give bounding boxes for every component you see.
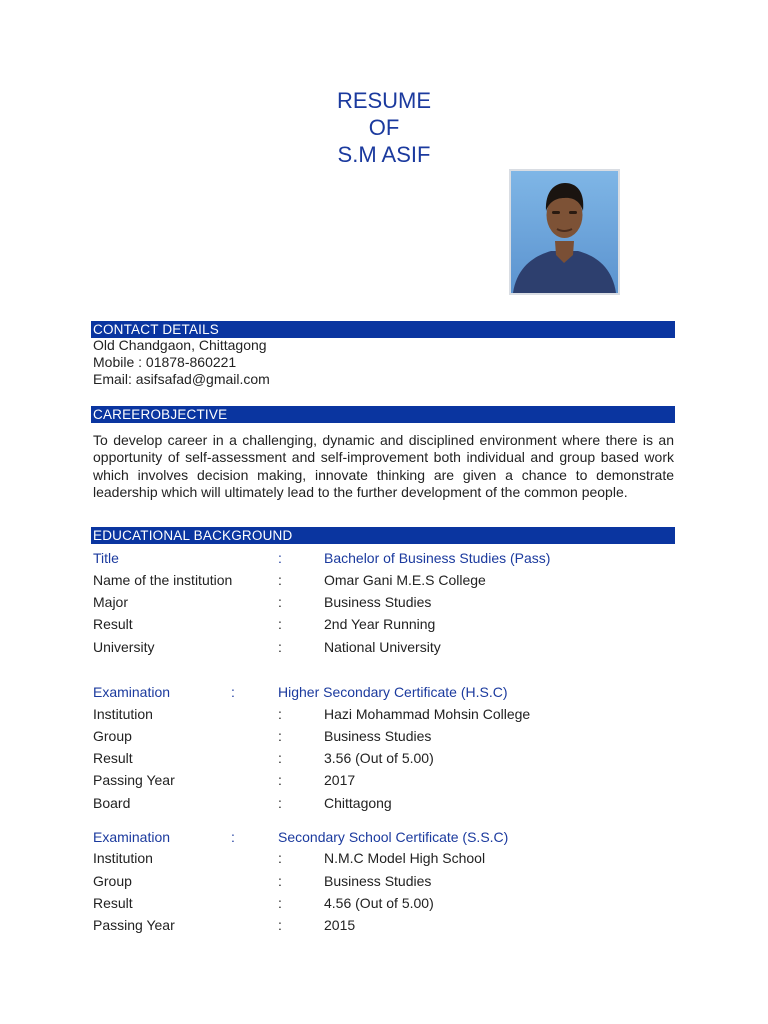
- resume-title: RESUME: [336, 88, 432, 113]
- row-colon: :: [278, 550, 282, 566]
- degree-row: [0, 570, 768, 590]
- row-colon: :: [278, 795, 282, 811]
- hsc-row: [0, 793, 768, 813]
- resume-title-of: OF: [368, 115, 400, 140]
- hsc-row: [0, 748, 768, 768]
- row-label: Result: [93, 750, 133, 766]
- row-label: Passing Year: [93, 917, 175, 933]
- resume-name: S.M ASIF: [337, 142, 431, 167]
- row-value: 3.56 (Out of 5.00): [324, 750, 434, 766]
- row-label: Major: [93, 594, 129, 610]
- education-heading: EDUCATIONAL BACKGROUND: [91, 527, 675, 544]
- row-value: Secondary School Certificate (S.S.C): [278, 829, 509, 845]
- contact-mobile: Mobile : 01878-860221: [93, 354, 237, 370]
- hsc-examination-row: [0, 682, 768, 702]
- row-value: 2017: [324, 772, 356, 788]
- degree-row: [0, 637, 768, 657]
- row-label: University: [93, 639, 155, 655]
- row-colon: :: [278, 772, 282, 788]
- row-colon: :: [278, 706, 282, 722]
- row-colon: :: [278, 616, 282, 632]
- profile-photo: [509, 169, 620, 295]
- row-value: 4.56 (Out of 5.00): [324, 895, 434, 911]
- ssc-examination-row: [0, 827, 768, 847]
- row-colon: :: [278, 572, 282, 588]
- hsc-row: [0, 770, 768, 790]
- contact-details-heading: CONTACT DETAILS: [91, 321, 675, 338]
- row-colon: :: [278, 850, 282, 866]
- row-colon: :: [231, 829, 235, 845]
- hsc-row: [0, 726, 768, 746]
- row-colon: :: [231, 684, 235, 700]
- row-value: Omar Gani M.E.S College: [324, 572, 486, 588]
- row-value: 2nd Year Running: [324, 616, 436, 632]
- degree-row: [0, 592, 768, 612]
- row-colon: :: [278, 895, 282, 911]
- row-colon: :: [278, 594, 282, 610]
- row-label: Examination: [93, 829, 171, 845]
- hsc-row: [0, 704, 768, 724]
- row-label: Result: [93, 616, 133, 632]
- row-value: Chittagong: [324, 795, 392, 811]
- career-objective-text: To develop career in a challenging, dynamic and disciplined environment where there is an opportunity of self-assessment and self-improvement both individual and group based work which involves decision making, innovate thinking are given a chance to demonstrate leadership which will ultimately lead to the further development of the common people.: [93, 432, 674, 500]
- person-portrait-icon: [511, 171, 618, 293]
- row-value: National University: [324, 639, 441, 655]
- ssc-row: [0, 848, 768, 868]
- row-value: Business Studies: [324, 873, 432, 889]
- row-value: Business Studies: [324, 594, 432, 610]
- row-label: Group: [93, 873, 132, 889]
- row-label: Title: [93, 550, 119, 566]
- row-value: 2015: [324, 917, 356, 933]
- row-colon: :: [278, 750, 282, 766]
- ssc-row: [0, 915, 768, 935]
- row-label: Group: [93, 728, 132, 744]
- career-objective-heading: CAREEROBJECTIVE: [91, 406, 675, 423]
- row-value: Hazi Mohammad Mohsin College: [324, 706, 531, 722]
- row-label: Passing Year: [93, 772, 175, 788]
- degree-title-row: [0, 548, 768, 568]
- row-label: Result: [93, 895, 133, 911]
- row-colon: :: [278, 639, 282, 655]
- row-colon: :: [278, 917, 282, 933]
- row-value: Bachelor of Business Studies (Pass): [324, 550, 551, 566]
- row-value: Business Studies: [324, 728, 432, 744]
- contact-address: Old Chandgaon, Chittagong: [93, 337, 267, 353]
- row-label: Name of the institution: [93, 572, 233, 588]
- degree-row: [0, 614, 768, 634]
- ssc-row: [0, 871, 768, 891]
- ssc-row: [0, 893, 768, 913]
- row-colon: :: [278, 728, 282, 744]
- row-label: Board: [93, 795, 131, 811]
- row-colon: :: [278, 873, 282, 889]
- row-label: Institution: [93, 706, 153, 722]
- row-value: N.M.C Model High School: [324, 850, 486, 866]
- contact-email: Email: asifsafad@gmail.com: [93, 371, 270, 387]
- row-label: Institution: [93, 850, 153, 866]
- row-label: Examination: [93, 684, 171, 700]
- row-value: Higher Secondary Certificate (H.S.C): [278, 684, 508, 700]
